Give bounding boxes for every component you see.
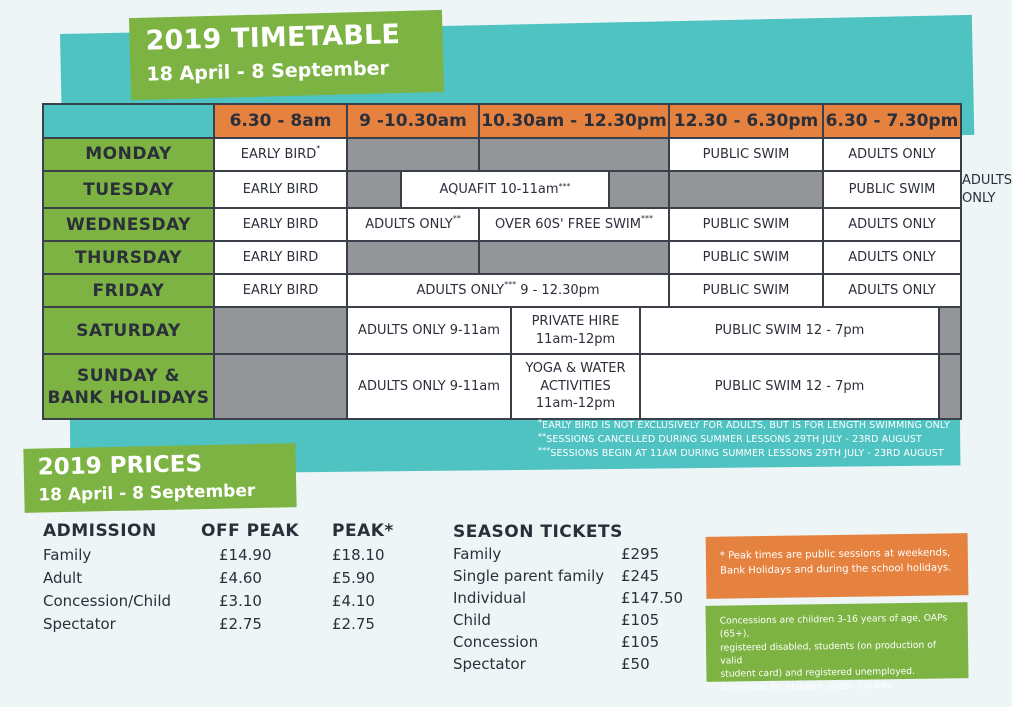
day-label [43, 354, 214, 419]
day-label: THURSDAY [43, 241, 214, 274]
note-line: registered disabled, students (on production of valid [719, 639, 937, 667]
session-cell: EARLY BIRD [214, 274, 347, 307]
closed-block [938, 308, 960, 353]
session-label: ADULTS ONLY [365, 216, 453, 232]
session-cell [214, 138, 347, 171]
day-label: SATURDAY [43, 307, 214, 354]
row-tuesday: TUESDAY EARLY BIRD AQUAFIT 10-11am *** PUBLIC SWIM ADULTS ONLY [43, 171, 961, 208]
session-cell: PUBLIC SWIM [823, 171, 961, 208]
day-label: WEDNESDAY [43, 208, 214, 241]
season-label: Family [453, 545, 502, 563]
season-label: Single parent family [453, 567, 605, 585]
season-price: £245 [621, 567, 660, 585]
session-label: ACTIVITIES [540, 378, 611, 394]
peak-price: £5.90 [332, 569, 375, 587]
time-header: 6.30 - 7.30pm [823, 104, 961, 138]
closed-cell [669, 171, 823, 208]
footnote-mark: * [316, 143, 321, 153]
session-cell [479, 208, 669, 241]
session-cell: ADULTS ONLY [823, 274, 961, 307]
admission-label: Spectator [43, 615, 116, 633]
session-cell: PUBLIC SWIM [669, 208, 823, 241]
row-wednesday [43, 208, 961, 241]
session-yoga [510, 355, 639, 418]
session-cell-split [347, 171, 669, 208]
day-label: TUESDAY [43, 171, 214, 208]
footnote-text: SESSIONS BEGIN AT 11AM DURING SUMMER LESSONS 29TH JULY - 23RD AUGUST [550, 448, 944, 459]
session-cell: EARLY BIRD [214, 171, 347, 208]
footnote-mark: *** [504, 279, 517, 289]
row-saturday [43, 307, 961, 354]
season-label: Child [453, 611, 491, 629]
session-private-hire [510, 308, 639, 353]
footnote-mark: * [538, 418, 543, 427]
admission-label: Adult [43, 569, 83, 587]
row-friday [43, 274, 961, 307]
footnote-text: SESSIONS CANCELLED DURING SUMMER LESSONS 29TH JULY - 23RD AUGUST [546, 434, 922, 445]
session-cell: ADULTS ONLY [823, 138, 961, 171]
closed-cell [214, 354, 347, 419]
season-label: Spectator [453, 655, 526, 673]
header-corner [43, 104, 214, 138]
session-label: OVER 60S' FREE SWIM [494, 216, 641, 232]
session-cell [347, 208, 479, 241]
season-header: SEASON TICKETS [453, 522, 623, 542]
session-label: EARLY BIRD [240, 146, 317, 162]
peak-price: £4.10 [332, 592, 375, 610]
timetable-title: 2019 TIMETABLE [145, 19, 401, 57]
concessions-note [705, 602, 968, 694]
note-line: Bank Holidays and during the school holidays. [719, 561, 952, 577]
time-header: 12.30 - 6.30pm [669, 104, 823, 138]
day-label-line: BANK HOLIDAYS [47, 387, 210, 408]
session-cell: ADULTS ONLY [823, 208, 961, 241]
session-label: ADULTS ONLY [416, 282, 505, 298]
season-price: £295 [621, 545, 660, 563]
session-cell: PUBLIC SWIM [669, 274, 823, 307]
peak-times-note [706, 533, 969, 599]
footnote [538, 418, 950, 431]
footnote-mark: ** [452, 213, 461, 223]
peak-price: £2.75 [332, 615, 375, 633]
season-price: £147.50 [621, 589, 684, 607]
offpeak-price: £4.60 [219, 569, 262, 587]
season-price: £105 [621, 633, 660, 651]
session-cell: EARLY BIRD [214, 241, 347, 274]
session-cell: ADULTS ONLY [823, 241, 961, 274]
timetable-dates: 18 April - 8 September [146, 57, 390, 86]
timetable [42, 103, 1012, 420]
admission-label: Family [43, 546, 92, 564]
peak-price: £18.10 [332, 546, 385, 564]
time-header: 9 -10.30am [347, 104, 479, 138]
session-label: AQUAFIT 10-11am [439, 181, 559, 197]
closed-cell [347, 241, 479, 274]
closed-block [348, 172, 400, 207]
footnote-mark: *** [558, 182, 571, 192]
session-label: YOGA & WATER [525, 361, 626, 377]
session-cell: PUBLIC SWIM [669, 138, 823, 171]
row-sunday [43, 354, 961, 419]
closed-block [608, 172, 668, 207]
offpeak-header: OFF PEAK [201, 521, 299, 541]
prices-title: 2019 PRICES [37, 451, 203, 481]
closed-cell [479, 241, 669, 274]
day-label-line: SUNDAY & [77, 365, 180, 386]
footnote-mark: *** [641, 213, 653, 223]
timetable-banner [129, 10, 444, 100]
time-header-row [43, 104, 961, 138]
note-line: * Peak times are public sessions at weekends, [719, 547, 951, 562]
day-label: MONDAY [43, 138, 214, 171]
session-cell-split [347, 354, 961, 419]
row-thursday [43, 241, 961, 274]
session-cell [347, 274, 669, 307]
time-header: 6.30 - 8am [214, 104, 347, 138]
time-header: 10.30am - 12.30pm [479, 104, 669, 138]
session-time: 11am-12pm [535, 331, 616, 347]
closed-cell [479, 138, 669, 171]
note-line: Admission for children under 3 is free. [720, 679, 896, 694]
prices-dates: 18 April - 8 September [38, 481, 256, 506]
session-aquafit [400, 172, 608, 207]
footnote [538, 434, 938, 445]
prices-banner [23, 443, 296, 513]
session-label: PRIVATE HIRE [531, 314, 620, 330]
session-cell: PUBLIC SWIM [669, 241, 823, 274]
session-adults-9-11: ADULTS ONLY 9-11am [358, 378, 500, 394]
row-monday [43, 138, 961, 171]
admission-header: ADMISSION [43, 521, 157, 541]
session-public-swim: PUBLIC SWIM 12 - 7pm [639, 308, 938, 353]
offpeak-price: £3.10 [219, 592, 262, 610]
day-label: FRIDAY [43, 274, 214, 307]
offpeak-price: £2.75 [219, 615, 262, 633]
session-adults-9-11: ADULTS ONLY 9-11am [358, 322, 500, 338]
season-label: Concession [453, 633, 539, 651]
closed-block [938, 355, 960, 418]
footnote-mark: *** [538, 446, 551, 455]
footnote-mark: ** [538, 432, 547, 441]
admission-label: Concession/Child [43, 592, 172, 610]
session-cell: EARLY BIRD [214, 208, 347, 241]
note-line: student card) and registered unemployed. [720, 666, 916, 681]
peak-header: PEAK* [332, 521, 394, 541]
footnote-text: EARLY BIRD IS NOT EXCLUSIVELY FOR ADULTS, BUT IS FOR LENGTH SWIMMING ONLY [542, 420, 950, 431]
season-price: £105 [621, 611, 660, 629]
session-public-swim: PUBLIC SWIM 12 - 7pm [639, 355, 938, 418]
note-line: Concessions are children 3-16 years of age, OAPs (65+), [719, 612, 948, 640]
session-cell-split [347, 307, 961, 354]
season-label: Individual [453, 589, 527, 607]
session-time: 9 - 12.30pm [516, 282, 600, 298]
closed-cell [347, 138, 479, 171]
offpeak-price: £14.90 [219, 546, 272, 564]
footnote [538, 446, 944, 459]
session-time: 11am-12pm [535, 396, 616, 412]
season-price: £50 [621, 655, 650, 673]
closed-cell [214, 307, 347, 354]
